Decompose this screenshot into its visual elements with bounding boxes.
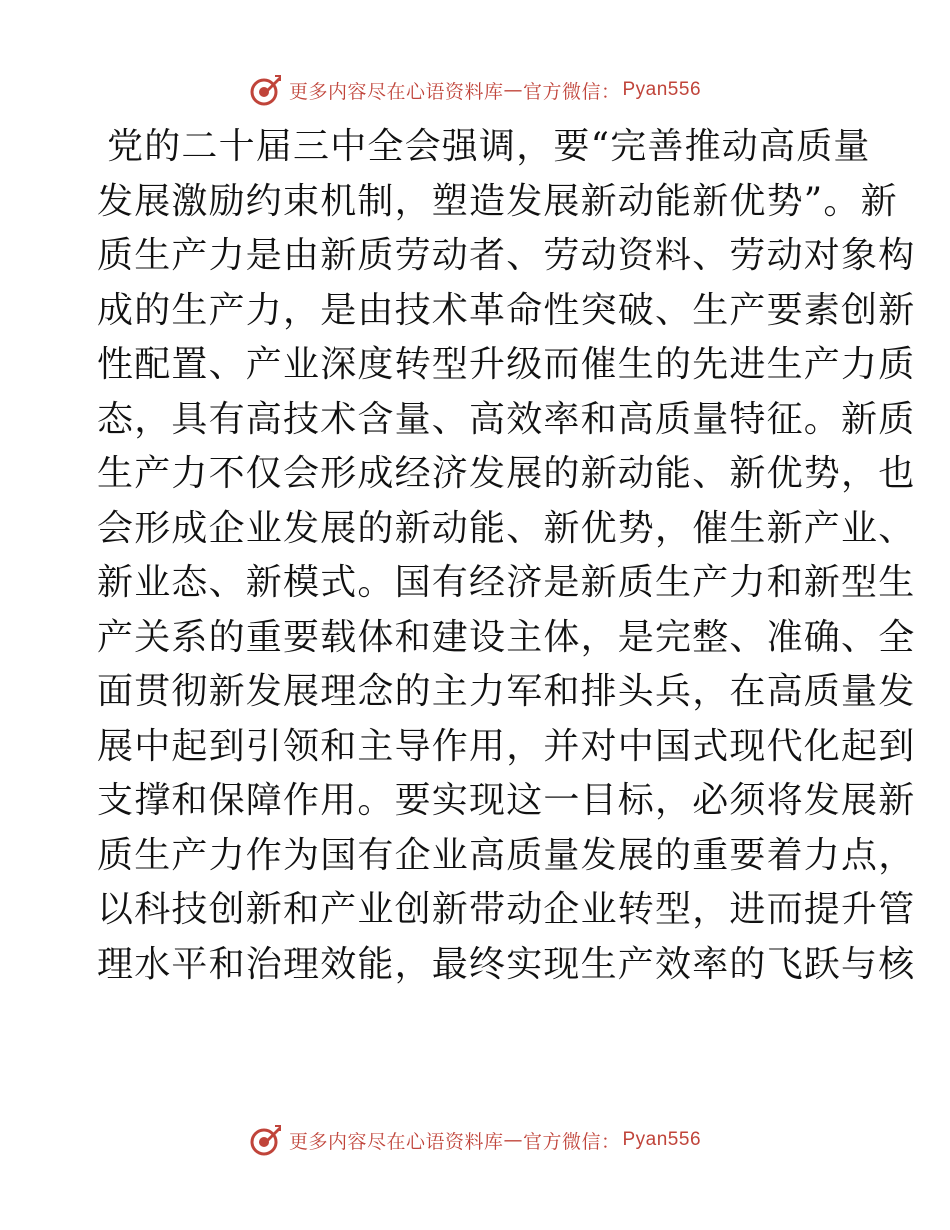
footer-dash: — — [503, 1129, 523, 1151]
body-line: 理水平和治理效能，最终实现生产效率的飞跃与核 — [97, 943, 916, 985]
document-body — [97, 120, 916, 992]
body-line: 质生产力是由新质劳动者、劳动资料、劳动对象构 — [97, 235, 916, 276]
header-dash: — — [503, 79, 523, 101]
pen-nib-circle-icon — [249, 73, 283, 107]
footer-wechat-account: Pyan556 — [622, 1129, 702, 1150]
header-banner — [0, 70, 950, 110]
body-line: 生产力不仅会形成经济发展的新动能、新优势，也 — [97, 453, 916, 494]
header-brand-text: 更多内容尽在心语资料库 — [288, 80, 504, 103]
body-line: 以科技创新和产业创新带动企业转型，进而提升管 — [97, 889, 916, 930]
body-line: 产关系的重要载体和建设主体，是完整、准确、全 — [97, 616, 916, 658]
body-line: 质生产力作为国有企业高质量发展的重要着力点， — [97, 834, 916, 876]
pen-nib-circle-icon — [249, 1123, 283, 1157]
footer-brand-text: 更多内容尽在心语资料库 — [288, 1130, 504, 1153]
body-line: 性配置、产业深度转型升级而催生的先进生产力质 — [97, 344, 916, 385]
body-line: 会形成企业发展的新动能、新优势，催生新产业、 — [97, 507, 916, 549]
body-line: 成的生产力，是由技术革命性突破、生产要素创新 — [97, 289, 916, 331]
header-wechat-label: 官方微信： — [522, 80, 621, 103]
footer-banner — [0, 1120, 950, 1160]
header-wechat-account: Pyan556 — [622, 79, 702, 100]
body-line: 展中起到引领和主导作用，并对中国式现代化起到 — [97, 725, 916, 767]
body-line: 发展激励约束机制，塑造发展新动能新优势”。新 — [97, 180, 898, 222]
body-line: 党的二十届三中全会强调，要“完善推动高质量 — [107, 126, 871, 167]
body-line: 面贯彻新发展理念的主力军和排头兵，在高质量发 — [97, 671, 916, 712]
body-line: 新业态、新模式。国有经济是新质生产力和新型生 — [97, 562, 916, 603]
body-line: 态，具有高技术含量、高效率和高质量特征。新质 — [97, 398, 916, 440]
body-line: 支撑和保障作用。要实现这一目标，必须将发展新 — [97, 780, 916, 821]
footer-wechat-label: 官方微信： — [522, 1130, 621, 1153]
